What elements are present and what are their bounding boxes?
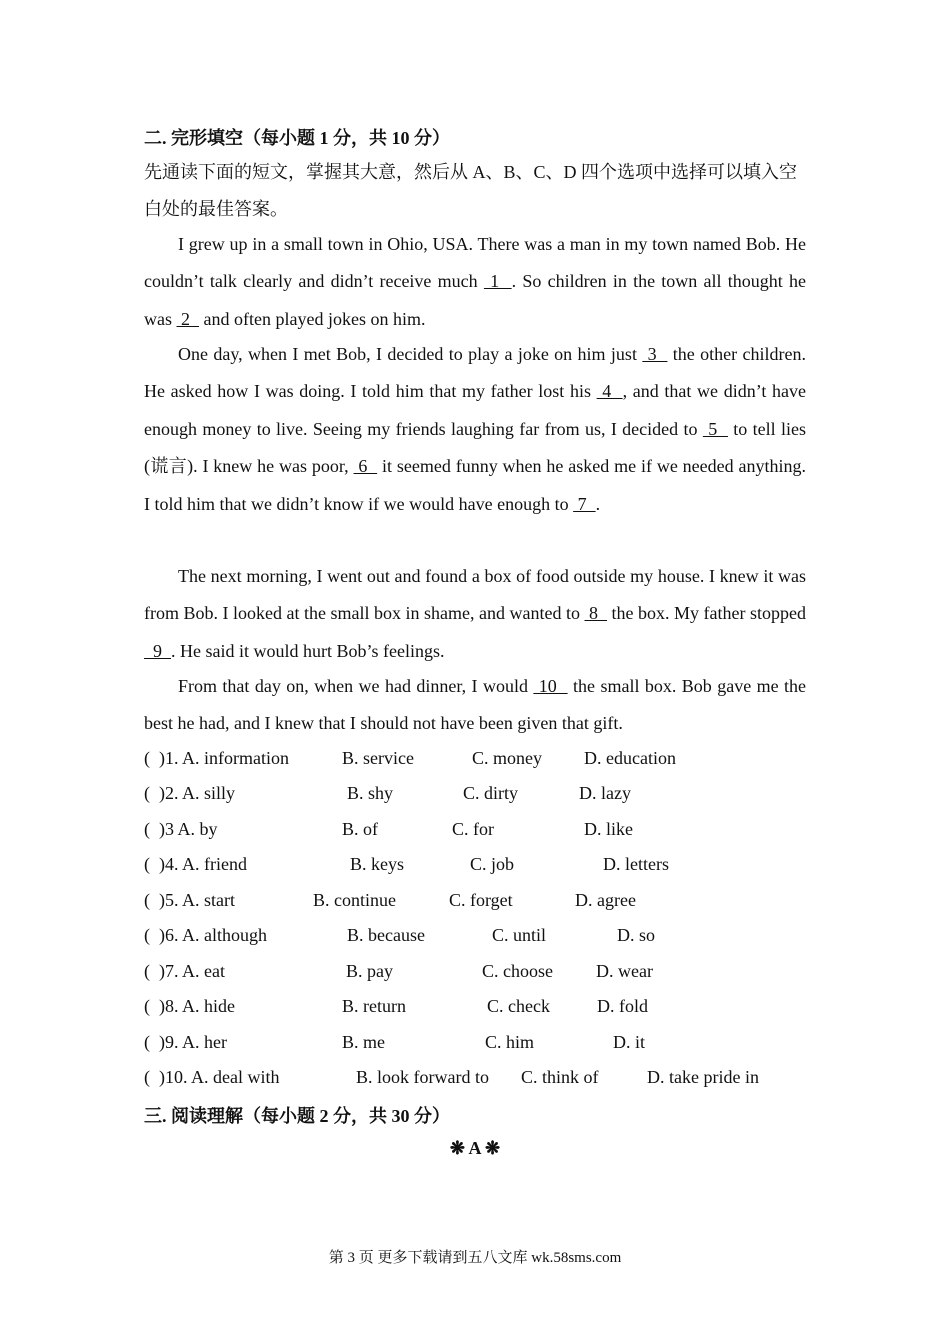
option-b: B. because (347, 925, 425, 945)
page-footer: 第 3 页 更多下载请到五八文库 wk.58sms.com (328, 1250, 622, 1266)
option-c: C. check (487, 996, 550, 1016)
passage-text: . He said it would hurt Bob’s feelings. (171, 640, 445, 661)
blank-8: 8 (584, 603, 607, 624)
passage-paragraph-1 (144, 226, 806, 338)
passage-text: the small box. Bob gave me the best he had, and I knew that I should not have been given that gift. (144, 676, 806, 734)
passage-text: to tell lies (谎言). I knew he was poor, (144, 418, 807, 477)
option-c: C. him (485, 1032, 535, 1052)
option-b: B. keys (350, 854, 404, 874)
option-b: B. service (342, 748, 414, 768)
question-stem: ( )4. A. friend (144, 854, 247, 874)
blank-3: 3 (642, 344, 668, 364)
blank-6: 6 (353, 456, 378, 477)
option-d: D. take pride in (647, 1067, 759, 1087)
option-b: B. return (342, 996, 406, 1016)
blank-2: 2 (176, 308, 199, 329)
passage-paragraph-3 (144, 558, 806, 670)
passage-paragraph-4 (144, 668, 806, 743)
section-2-instructions: 先通读下面的短文，掌握其大意，然后从 A、B、C、D 四个选项中选择可以填入空白处的最佳答案。 (144, 162, 798, 219)
passage-text: From that day on, when we had dinner, I would (178, 676, 534, 696)
question-row (144, 996, 844, 1020)
question-stem: ( )8. A. hide (144, 996, 235, 1016)
option-d: D. fold (597, 996, 648, 1016)
option-b: B. of (342, 819, 378, 839)
option-c: C. forget (449, 890, 513, 910)
question-row (144, 1067, 844, 1091)
option-c: C. think of (521, 1067, 599, 1087)
question-stem: ( )9. A. her (144, 1032, 227, 1052)
option-b: B. look forward to (356, 1067, 489, 1087)
section-2-title: 二. 完形填空（每小题 1 分，共 10 分） (144, 128, 450, 148)
blank-1: 1 (483, 271, 512, 292)
section-3-title: 三. 阅读理解（每小题 2 分，共 30 分） (144, 1106, 450, 1126)
passage-text: . (595, 493, 601, 514)
question-stem: ( )10. A. deal with (144, 1067, 280, 1087)
option-d: D. education (584, 748, 676, 768)
question-stem: ( )3 A. by (144, 819, 218, 839)
question-stem: ( )5. A. start (144, 890, 235, 910)
blank-4: 4 (596, 381, 623, 402)
passage-text: The next morning, I went out and found a box of food outside my house. I knew it was from Bob. I looked at the small box in shame, and wanted to (144, 566, 806, 624)
passage-text: it seemed funny when he asked me if we needed anything. I told him that we didn’t know if we would have enough to (144, 456, 807, 514)
question-stem: ( )2. A. silly (144, 783, 236, 803)
question-stem: ( )6. A. although (144, 925, 267, 945)
option-d: D. agree (575, 890, 636, 910)
question-row (144, 783, 844, 807)
passage-text: I grew up in a small town in Ohio, USA. There was a man in my town named Bob. He couldn’t talk clearly and didn’t receive much (144, 234, 806, 292)
passage-text: the box. My father stopped (607, 603, 806, 624)
option-d: D. lazy (579, 783, 631, 803)
blank-10: 10 (533, 676, 568, 696)
option-c: C. until (492, 925, 547, 945)
option-c: C. job (470, 854, 515, 874)
option-b: B. shy (347, 783, 394, 803)
question-row (144, 748, 844, 772)
option-d: D. wear (596, 961, 653, 981)
passage-text: the other children. He asked how I was doing. I told him that my father lost his (144, 344, 807, 402)
option-c: C. money (472, 748, 542, 768)
passage-paragraph-2 (144, 336, 806, 523)
blank-9: 9 (144, 640, 171, 661)
option-c: C. dirty (463, 783, 519, 803)
option-c: C. for (452, 819, 494, 839)
option-b: B. pay (346, 961, 393, 981)
option-d: D. it (613, 1032, 646, 1052)
part-a-marker: ❋ A ❋ (449, 1138, 501, 1158)
passage-text: , and that we didn’t have enough money to live. Seeing my friends laughing far from us, I decided to (144, 381, 806, 439)
blank-7: 7 (573, 493, 596, 514)
option-b: B. continue (313, 890, 396, 910)
option-d: D. letters (603, 854, 669, 874)
question-stem: ( )7. A. eat (144, 961, 225, 981)
question-row (144, 854, 844, 878)
option-c: C. choose (482, 961, 553, 981)
passage-text: One day, when I met Bob, I decided to play a joke on him just (178, 344, 643, 364)
question-row (144, 925, 844, 949)
passage-text: and often played jokes on him. (199, 308, 426, 329)
question-row (144, 890, 844, 914)
question-row (144, 819, 844, 843)
question-stem: ( )1. A. information (144, 748, 289, 768)
question-row (144, 1032, 844, 1056)
question-row (144, 961, 844, 985)
option-d: D. so (617, 925, 656, 945)
option-b: B. me (342, 1032, 385, 1052)
passage-text: . So children in the town all thought he was (144, 271, 807, 329)
option-d: D. like (584, 819, 633, 839)
blank-5: 5 (702, 418, 728, 439)
